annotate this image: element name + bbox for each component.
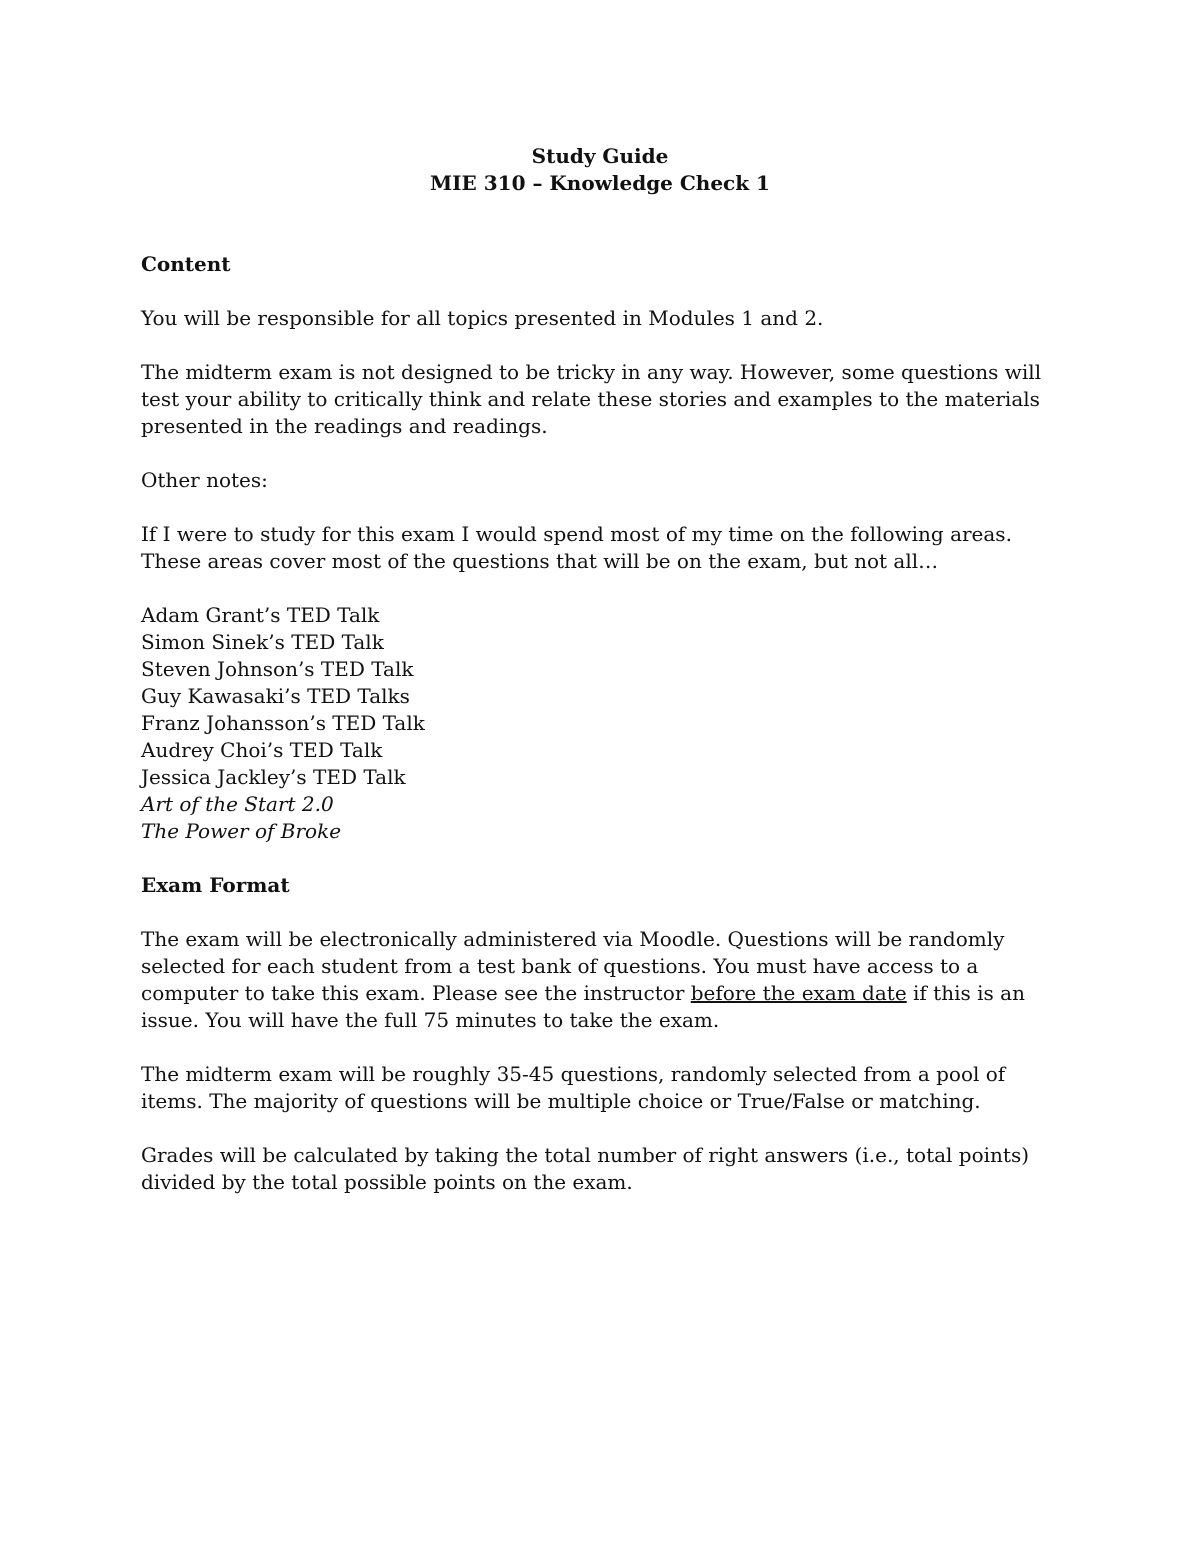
format-paragraph-1-end: if this is an issue. You will have the full 75 minutes to take the exam.: [141, 981, 1025, 1032]
list-item: Guy Kawasaki’s TED Talks: [141, 684, 410, 708]
list-item-book: Art of the Start 2.0: [141, 792, 334, 816]
list-item: Jessica Jackley’s TED Talk: [141, 765, 406, 789]
list-item: Adam Grant’s TED Talk: [141, 603, 380, 627]
format-paragraph-2: The midterm exam will be roughly 35-45 questions, randomly selected from a pool of items. The majority of questions will be multiple choice or True/False or matching.: [141, 1062, 1006, 1113]
content-heading: Content: [141, 252, 231, 276]
document-subtitle: MIE 310 – Knowledge Check 1: [430, 171, 770, 195]
format-paragraph-1: [141, 926, 1061, 1034]
list-item: Audrey Choi’s TED Talk: [141, 738, 383, 762]
other-notes-label: Other notes:: [141, 468, 268, 492]
list-item-book: The Power of Broke: [141, 819, 342, 843]
title-block: [141, 143, 1059, 197]
list-item: Simon Sinek’s TED Talk: [141, 630, 384, 654]
underlined-phrase: before the exam date: [690, 981, 907, 1005]
document-body: [141, 143, 1061, 1196]
list-item: Steven Johnson’s TED Talk: [141, 657, 414, 681]
content-paragraph-2: The midterm exam is not designed to be tricky in any way. However, some questions will test your ability to critically think and relate these stories and examples to the materials presented in the readings and readings.: [141, 360, 1042, 438]
exam-format-heading: Exam Format: [141, 873, 290, 897]
content-paragraph-1: You will be responsible for all topics presented in Modules 1 and 2.: [141, 306, 824, 330]
format-paragraph-3: Grades will be calculated by taking the total number of right answers (i.e., total points) divided by the total possible points on the exam.: [141, 1143, 1030, 1194]
study-paragraph: If I were to study for this exam I would spend most of my time on the following areas. These areas cover most of the questions that will be on the exam, but not all…: [141, 522, 1012, 573]
list-item: Franz Johansson’s TED Talk: [141, 711, 425, 735]
topic-list: [141, 602, 1061, 845]
format-paragraph-1-start: The exam will be electronically administered via Moodle. Questions will be randomly selected for each student from a test bank of questions. You must have access to a computer to take this exam. Please see the instructor: [141, 927, 1005, 1005]
document-title: Study Guide: [531, 144, 669, 168]
